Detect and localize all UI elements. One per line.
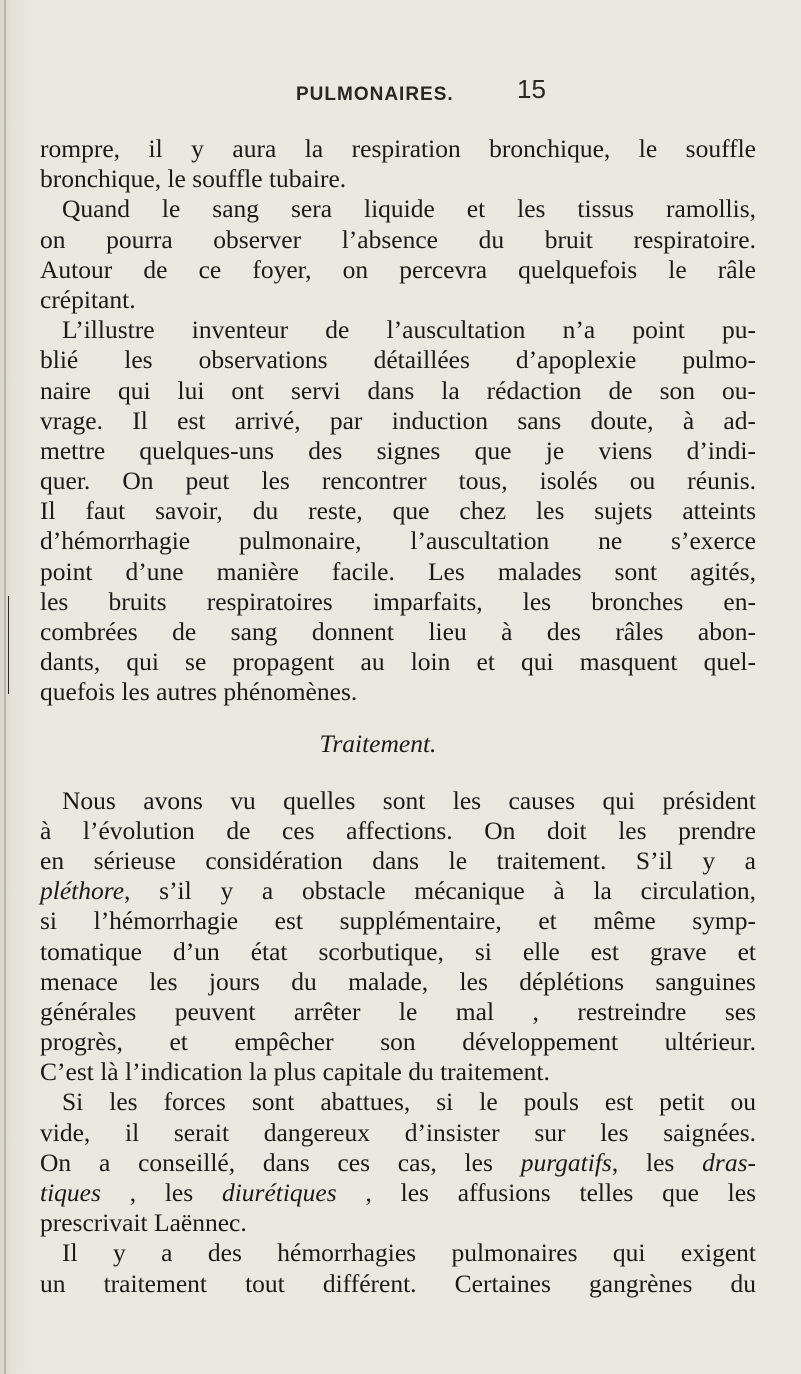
- text-line: mettre quelques-uns des signes que je viens d’indi-: [40, 435, 756, 465]
- italic-term: tiques: [40, 1178, 101, 1207]
- text-line: quer. On peut les rencontrer tous, isolés ou réunis.: [40, 466, 756, 496]
- text-line: menace les jours du malade, les déplétions sanguines: [40, 966, 756, 996]
- text-line: blié les observations détaillées d’apoplexie pulmo-: [40, 345, 756, 375]
- body-text: [40, 134, 756, 1299]
- text-line: naire qui lui ont servi dans la rédaction de son ou-: [40, 375, 756, 405]
- italic-term: pléthore: [40, 876, 125, 906]
- text-line: Quand le sang sera liquide et les tissus ramollis,: [62, 194, 756, 224]
- text-line: [40, 876, 756, 906]
- text-line: Il faut savoir, du reste, que chez les sujets atteints: [40, 496, 756, 526]
- running-head: PULMONAIRES.: [296, 84, 454, 105]
- text-line: progrès, et empêcher son développement ultérieur.: [40, 1027, 756, 1057]
- text-line: rompre, il y aura la respiration bronchique, le souffle: [40, 134, 756, 163]
- text-line: on pourra observer l’absence du bruit respiratoire.: [40, 224, 756, 254]
- margin-mark: [8, 596, 9, 694]
- text-line: les bruits respiratoires imparfaits, les bronches en-: [40, 586, 756, 616]
- text-line: Autour de ce foyer, on percevra quelquefois le râle: [40, 254, 756, 284]
- text-line: [40, 1148, 756, 1178]
- text-line: générales peuvent arrêter le mal , restreindre ses: [40, 996, 756, 1026]
- text-line: prescrivait Laënnec.: [40, 1208, 247, 1238]
- text-line: si l’hémorrhagie est supplémentaire, et même symp-: [40, 906, 756, 936]
- text-line: dants, qui se propagent au loin et qui masquent quel-: [40, 647, 756, 677]
- text-line: d’hémorrhagie pulmonaire, l’auscultation ne s’exerce: [40, 526, 756, 556]
- text-run: , s’il y a obstacle mécanique à la circulation,: [124, 876, 756, 906]
- text-line: C’est là l’indication la plus capitale du traitement.: [40, 1057, 550, 1087]
- text-line: quefois les autres phénomènes.: [40, 677, 358, 707]
- text-line: combrées de sang donnent lieu à des râles abon-: [40, 617, 756, 646]
- text-line: L’illustre inventeur de l’auscultation n’a point pu-: [62, 315, 756, 345]
- italic-term: dras-: [702, 1147, 756, 1177]
- text-line: en sérieuse considération dans le traitement. S’il y a: [40, 845, 756, 875]
- text-line: Si les forces sont abattues, si le pouls est petit ou: [62, 1087, 756, 1117]
- italic-term: purgatifs: [520, 1147, 612, 1177]
- section-heading: Traitement.: [319, 728, 437, 758]
- text-line: Il y a des hémorrhagies pulmonaires qui exigent: [62, 1238, 756, 1268]
- text-run: , les: [611, 1147, 703, 1177]
- text-line: [40, 1178, 756, 1208]
- text-line: vide, il serait dangereux d’insister sur les saignées.: [40, 1117, 756, 1147]
- page-gutter-edge: [4, 0, 6, 1374]
- text-line: à l’évolution de ces affections. On doit les prendre: [40, 815, 756, 845]
- text-line: vrage. Il est arrivé, par induction sans doute, à ad-: [40, 405, 756, 435]
- text-line: point d’une manière facile. Les malades sont agités,: [40, 556, 756, 586]
- text-run: On a conseillé, dans ces cas, les: [40, 1147, 521, 1177]
- text-line: tomatique d’un état scorbutique, si elle est grave et: [40, 936, 756, 966]
- italic-term: diurétiques: [221, 1178, 337, 1207]
- text-line: un traitement tout différent. Certaines gangrènes du: [40, 1268, 756, 1298]
- text-line: bronchique, le souffle tubaire.: [40, 164, 347, 194]
- text-line: crépitant.: [40, 284, 136, 314]
- page-number: 15: [517, 74, 546, 104]
- text-line: Nous avons vu quelles sont les causes qui président: [62, 785, 756, 815]
- text-run: , les affusions telles que les: [336, 1178, 756, 1207]
- text-run: , les: [100, 1178, 222, 1207]
